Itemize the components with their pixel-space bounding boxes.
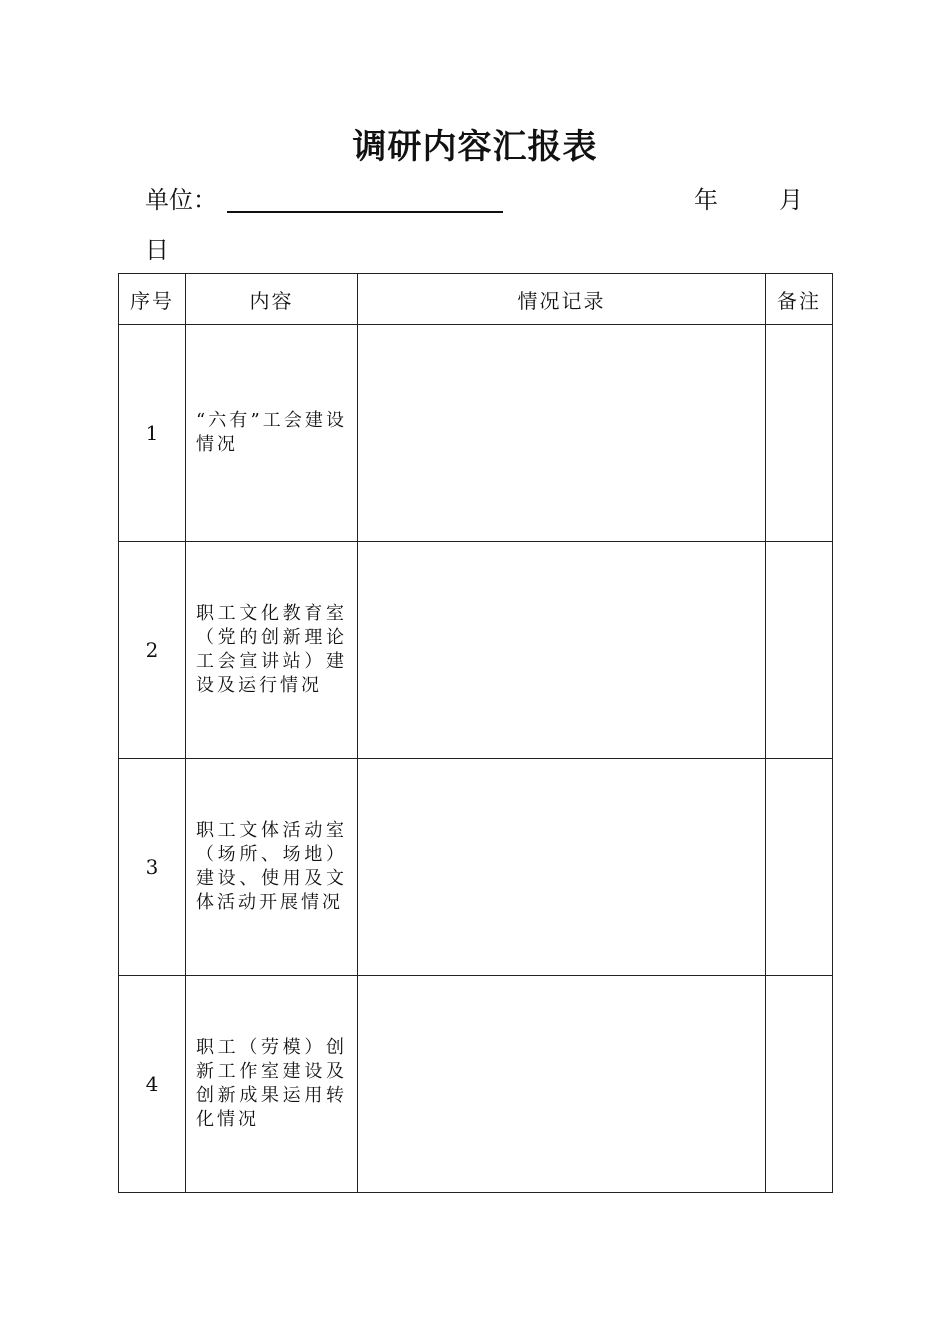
column-header-record: 情况记录	[358, 274, 766, 325]
row-record-cell[interactable]	[358, 976, 766, 1193]
row-remark-cell[interactable]	[766, 542, 833, 759]
table-header-row	[119, 274, 833, 325]
unit-label: 单位：	[145, 186, 217, 214]
table-row	[119, 759, 833, 976]
row-seq: 4	[119, 976, 186, 1193]
row-seq: 2	[119, 542, 186, 759]
unit-fill-line	[227, 211, 503, 213]
row-content: “六有”工会建设情况	[186, 325, 358, 542]
row-seq: 3	[119, 759, 186, 976]
column-header-seq: 序号	[119, 274, 186, 325]
row-record-cell[interactable]	[358, 325, 766, 542]
row-content: 职工（劳模）创新工作室建设及创新成果运用转化情况	[186, 976, 358, 1193]
month-label: 月	[779, 186, 803, 214]
column-header-remark: 备注	[766, 274, 833, 325]
table-row	[119, 542, 833, 759]
year-label: 年	[694, 186, 718, 214]
table-row	[119, 976, 833, 1193]
report-table	[118, 273, 833, 1193]
row-content: 职工文体活动室（场所、场地）建设、使用及文体活动开展情况	[186, 759, 358, 976]
day-label: 日	[145, 236, 169, 264]
page-title: 调研内容汇报表	[352, 127, 598, 167]
row-remark-cell[interactable]	[766, 325, 833, 542]
row-record-cell[interactable]	[358, 759, 766, 976]
row-seq: 1	[119, 325, 186, 542]
row-remark-cell[interactable]	[766, 759, 833, 976]
row-record-cell[interactable]	[358, 542, 766, 759]
row-remark-cell[interactable]	[766, 976, 833, 1193]
row-content: 职工文化教育室（党的创新理论工会宣讲站）建设及运行情况	[186, 542, 358, 759]
column-header-content: 内容	[186, 274, 358, 325]
table-row	[119, 325, 833, 542]
